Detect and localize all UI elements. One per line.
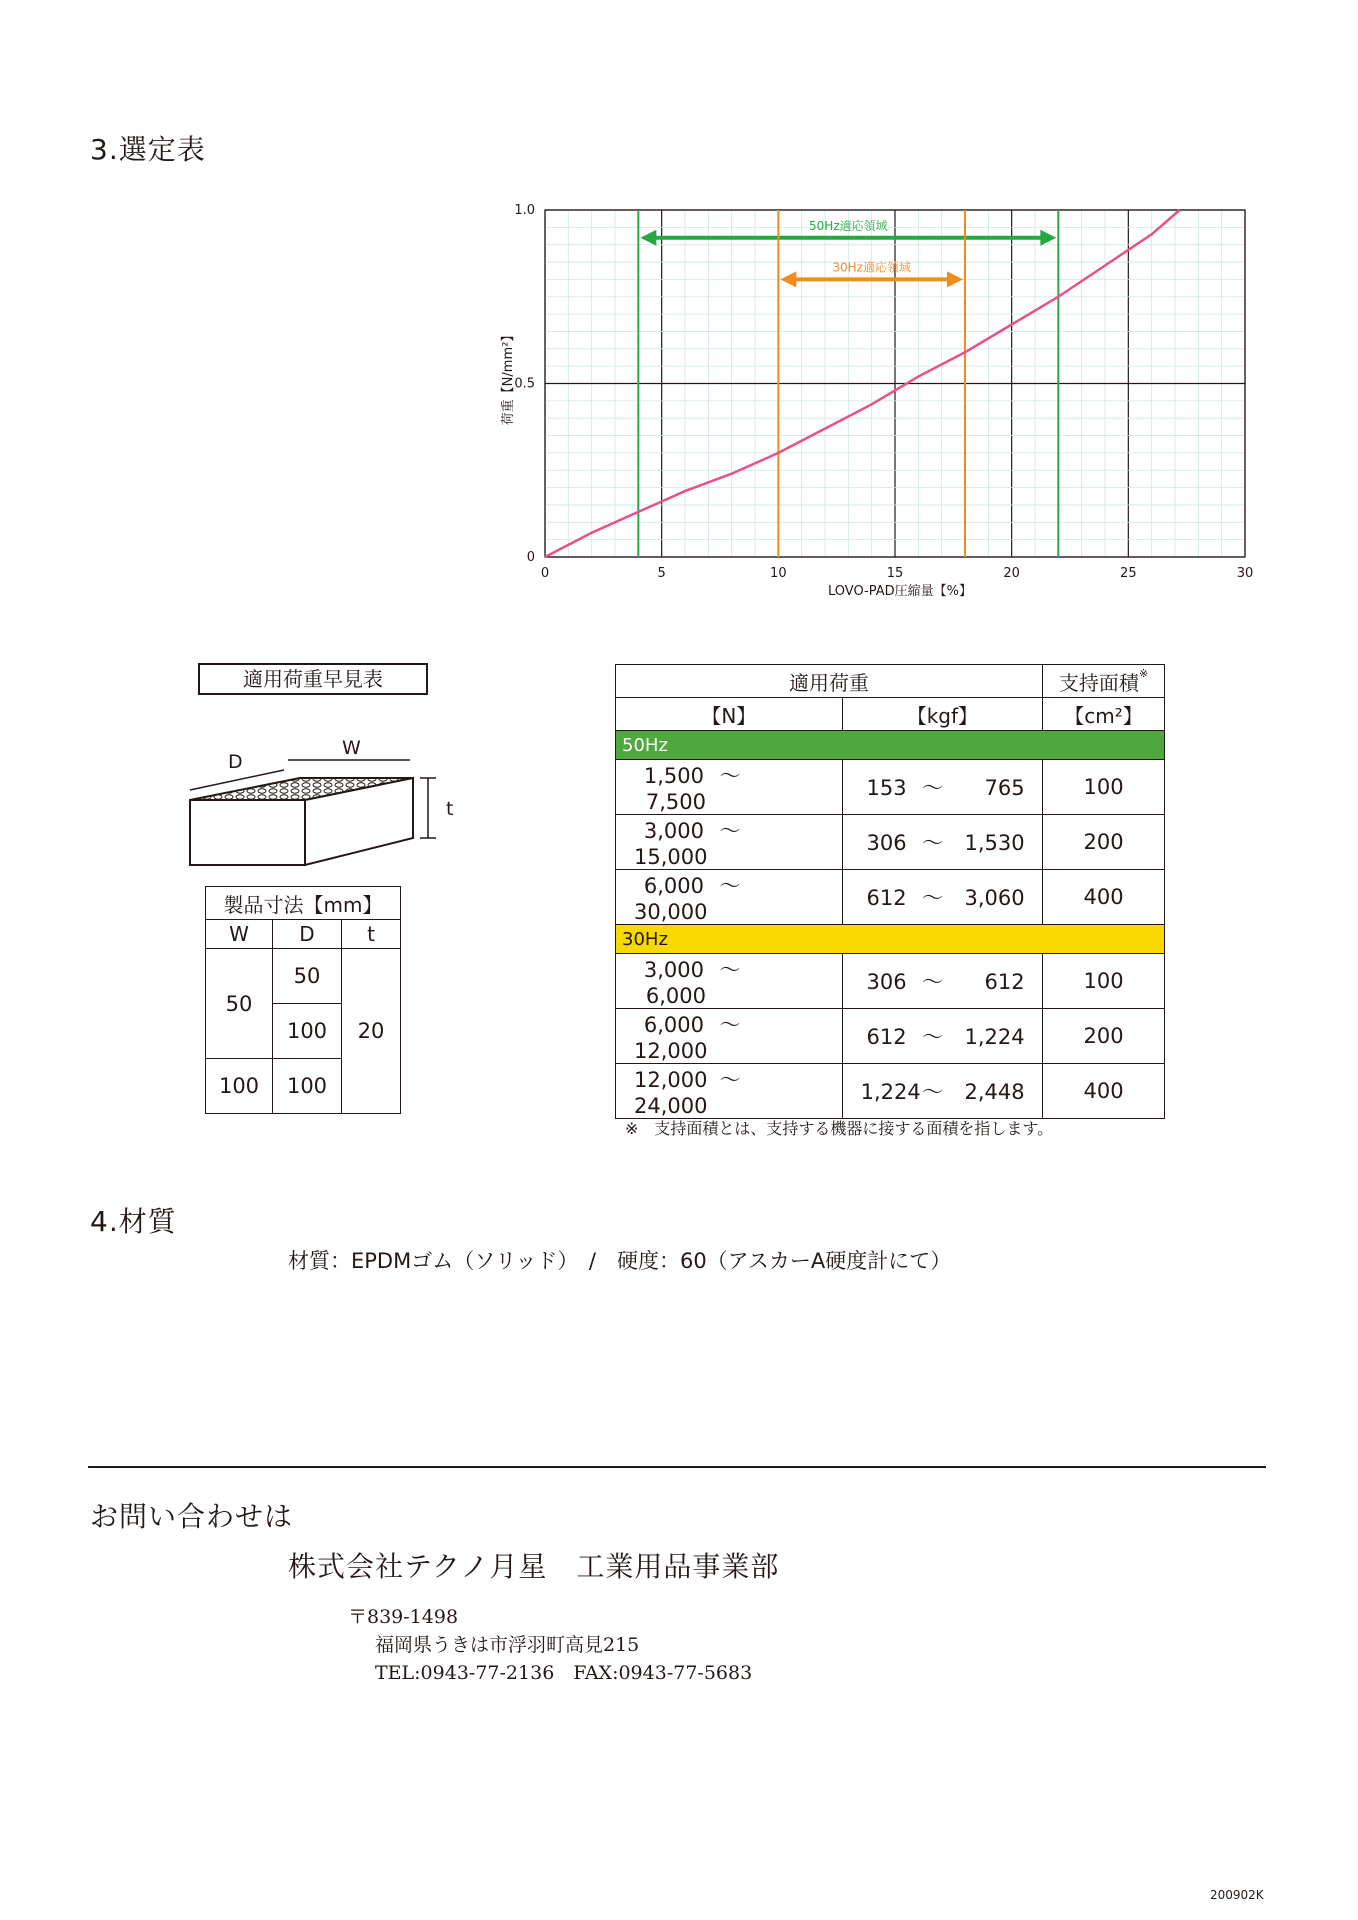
- quick-table-title: 適用荷重早見表: [198, 663, 428, 695]
- postal-code: 〒839-1498: [348, 1606, 459, 1628]
- load-area: 400: [1043, 1064, 1165, 1119]
- dim-header-d: D: [273, 920, 342, 949]
- dim-header-t: t: [342, 920, 401, 949]
- load-n-range: 12,000 ～24,000: [616, 1064, 843, 1119]
- section3-title: 3.選定表: [90, 133, 206, 166]
- band-arrow-head: [640, 230, 656, 246]
- load-area: 100: [1043, 760, 1165, 815]
- band-30hz: 30Hz: [616, 925, 1165, 954]
- chart-y-label: 荷重【N/mm²】: [501, 328, 516, 426]
- load-area: 200: [1043, 1009, 1165, 1064]
- dimension-table: [205, 886, 401, 1114]
- x-tick-label: 20: [1003, 566, 1020, 581]
- unit-area: 【cm²】: [1043, 698, 1165, 731]
- load-area: 400: [1043, 870, 1165, 925]
- pad-w-label: W: [342, 740, 361, 759]
- load-n-range: 6,000 ～30,000: [616, 870, 843, 925]
- x-tick-label: 5: [657, 566, 666, 581]
- header-load: 適用荷重: [616, 665, 1043, 698]
- load-n-range: 3,000 ～6,000: [616, 954, 843, 1009]
- tel-fax: TEL:0943-77-2136 FAX:0943-77-5683: [375, 1662, 753, 1684]
- band-label: 50Hz適応領域: [809, 218, 888, 233]
- material-text: 材質：EPDMゴム（ソリッド） / 硬度：60（アスカーA硬度計にて）: [288, 1249, 952, 1273]
- band-label: 30Hz適応領域: [832, 260, 911, 275]
- x-tick-label: 10: [770, 566, 787, 581]
- y-tick-label: 0: [526, 550, 535, 565]
- dim-d-100: 100: [273, 1004, 342, 1059]
- load-row: [616, 1064, 1165, 1119]
- dim-d-50: 50: [273, 949, 342, 1004]
- load-kgf-range: 306 ～ 612: [842, 954, 1042, 1009]
- unit-kgf: 【kgf】: [842, 698, 1042, 731]
- x-tick-label: 15: [886, 566, 904, 581]
- load-compression-chart: [480, 190, 1260, 610]
- pad-dimension-drawing: [180, 740, 460, 880]
- x-tick-label: 0: [540, 566, 550, 581]
- load-kgf-range: 1,224～ 2,448: [842, 1064, 1042, 1119]
- load-kgf-range: 612 ～ 3,060: [842, 870, 1042, 925]
- section4-title: 4.材質: [90, 1205, 177, 1238]
- company-name: 株式会社テクノ月星 工業用品事業部: [288, 1550, 780, 1583]
- band-arrow-head: [780, 271, 796, 287]
- x-tick-label: 25: [1120, 566, 1137, 581]
- load-n-range: 6,000 ～12,000: [616, 1009, 843, 1064]
- chart-x-label: LOVO-PAD圧縮量【%】: [828, 584, 972, 599]
- band-arrow-head: [947, 271, 963, 287]
- band-50hz: 50Hz: [616, 731, 1165, 760]
- x-tick-label: 30: [1236, 566, 1254, 581]
- doc-code: 200902K: [1210, 1888, 1264, 1902]
- load-area: 100: [1043, 954, 1165, 1009]
- load-row: [616, 760, 1165, 815]
- load-table: [615, 664, 1165, 1119]
- band-arrow-head: [1040, 230, 1056, 246]
- dim-w-50: 50: [206, 949, 273, 1059]
- load-row: [616, 870, 1165, 925]
- pad-t-label: t: [446, 798, 454, 820]
- y-tick-label: 0.5: [514, 376, 535, 392]
- header-area: 支持面積※: [1043, 665, 1165, 698]
- pad-d-label: D: [228, 751, 243, 773]
- load-kgf-range: 153 ～ 765: [842, 760, 1042, 815]
- load-area: 200: [1043, 815, 1165, 870]
- load-row: [616, 954, 1165, 1009]
- address: 福岡県うきは市浮羽町高見215: [375, 1634, 640, 1656]
- dim-t-20: 20: [342, 949, 401, 1114]
- load-n-range: 1,500 ～7,500: [616, 760, 843, 815]
- load-kgf-range: 306 ～ 1,530: [842, 815, 1042, 870]
- dimension-table-title: 製品寸法【mm】: [206, 887, 401, 920]
- area-note: ※ 支持面積とは、支持する機器に接する面積を指します。: [625, 1119, 1054, 1138]
- load-row: [616, 815, 1165, 870]
- contact-heading: お問い合わせは: [90, 1500, 294, 1533]
- load-n-range: 3,000 ～15,000: [616, 815, 843, 870]
- load-row: [616, 1009, 1165, 1064]
- dim-header-w: W: [206, 920, 273, 949]
- dim-w-100: 100: [206, 1059, 273, 1114]
- load-kgf-range: 612 ～ 1,224: [842, 1009, 1042, 1064]
- divider: [88, 1466, 1266, 1468]
- unit-n: 【N】: [616, 698, 843, 731]
- y-tick-label: 1.0: [514, 203, 535, 218]
- dim-d-100b: 100: [273, 1059, 342, 1114]
